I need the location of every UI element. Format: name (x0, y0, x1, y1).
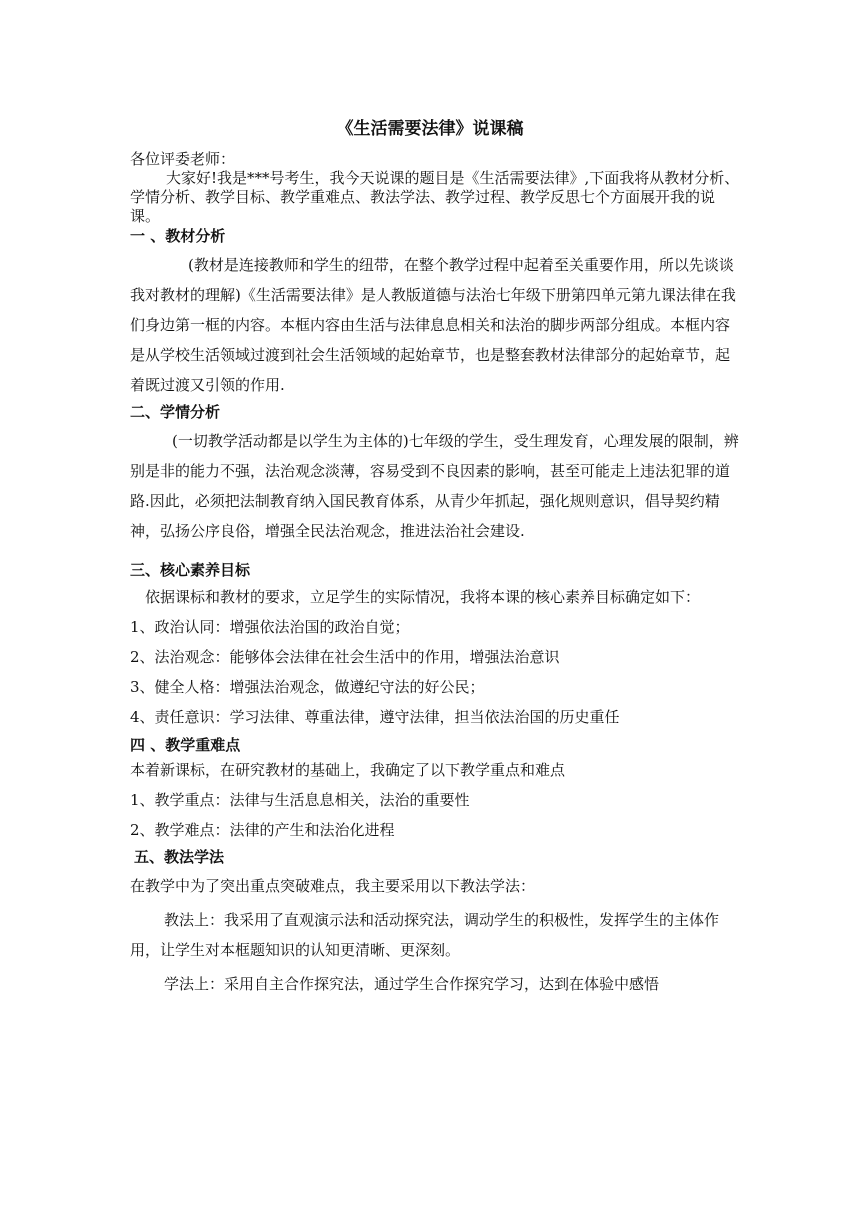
section-body-textbook: (教材是连接教师和学生的纽带，在整个教学过程中起着至关重要作用，所以先谈谈我对教材的理解)《生活需要法律》是人教版道德与法治七年级下册第四单元第九课法律在我们身边第一框的内容。本框内容由生活与法律息息相关和法治的脚步两部分组成。本框内容是从学校生活领域过渡到社会生活领域的起始章节，也是整套教材法律部分的起始章节，起着既过渡又引领的作用. (130, 256, 736, 394)
methods-teaching-paragraph: 教法上：我采用了直观演示法和活动探究法，调动学生的积极性，发挥学生的主体作用，让学生对本框题知识的认知更清晰、更深刻。 (130, 911, 720, 959)
section-heading-keypoints: 四 、教学重难点 (130, 736, 241, 754)
section-heading-students: 二、学情分析 (130, 403, 221, 421)
goal-item: 2、法治观念：能够体会法律在社会生活中的作用，增强法治意识 (130, 648, 560, 666)
goal-item: 1、政治认同：增强依法治国的政治自觉； (130, 618, 410, 636)
goal-item: 3、健全人格：增强法治观念，做遵纪守法的好公民； (130, 678, 485, 696)
document-body (130, 150, 742, 999)
document-title: 《生活需要法律》说课稿 (336, 119, 524, 139)
section-lead-goals: 依据课标和教材的要求，立足学生的实际情况，我将本课的核心素养目标确定如下： (145, 588, 701, 606)
section-heading-textbook: 一 、教材分析 (130, 227, 226, 245)
section-body-students: (一切教学活动都是以学生为主体的)七年级的学生，受生理发育，心理发展的限制，辨别是非的能力不强，法治观念淡薄，容易受到不良因素的影响，甚至可能走上违法犯罪的道路.因此，必须把法制教育纳入国民教育体系，从青少年抓起，强化规则意识，倡导契约精神，弘扬公序良俗，增强全民法治观念，推进法治社会建设. (130, 432, 739, 540)
methods-learning-paragraph: 学法上：采用自主合作探究法，通过学生合作探究学习，达到在体验中感悟 (164, 975, 660, 993)
greeting: 各位评委老师： (130, 150, 236, 168)
keypoint-item: 2、教学难点：法律的产生和法治化进程 (130, 821, 395, 839)
intro-paragraph: 大家好!我是***号考生，我今天说课的题目是《生活需要法律》,下面我将从教材分析、学情分析、教学目标、教学重难点、教法学法、教学过程、教学反思七个方面展开我的说课。 (130, 169, 740, 225)
section-heading-methods: 五、教法学法 (134, 848, 225, 866)
section-heading-goals: 三、核心素养目标 (130, 561, 251, 579)
keypoint-item: 1、教学重点：法律与生活息息相关，法治的重要性 (130, 791, 470, 809)
section-lead-keypoints: 本着新课标，在研究教材的基础上，我确定了以下教学重点和难点 (130, 761, 566, 779)
goal-item: 4、责任意识：学习法律、尊重法律，遵守法律，担当依法治国的历史重任 (130, 708, 620, 726)
section-lead-methods: 在教学中为了突出重点突破难点，我主要采用以下教法学法： (130, 877, 536, 895)
